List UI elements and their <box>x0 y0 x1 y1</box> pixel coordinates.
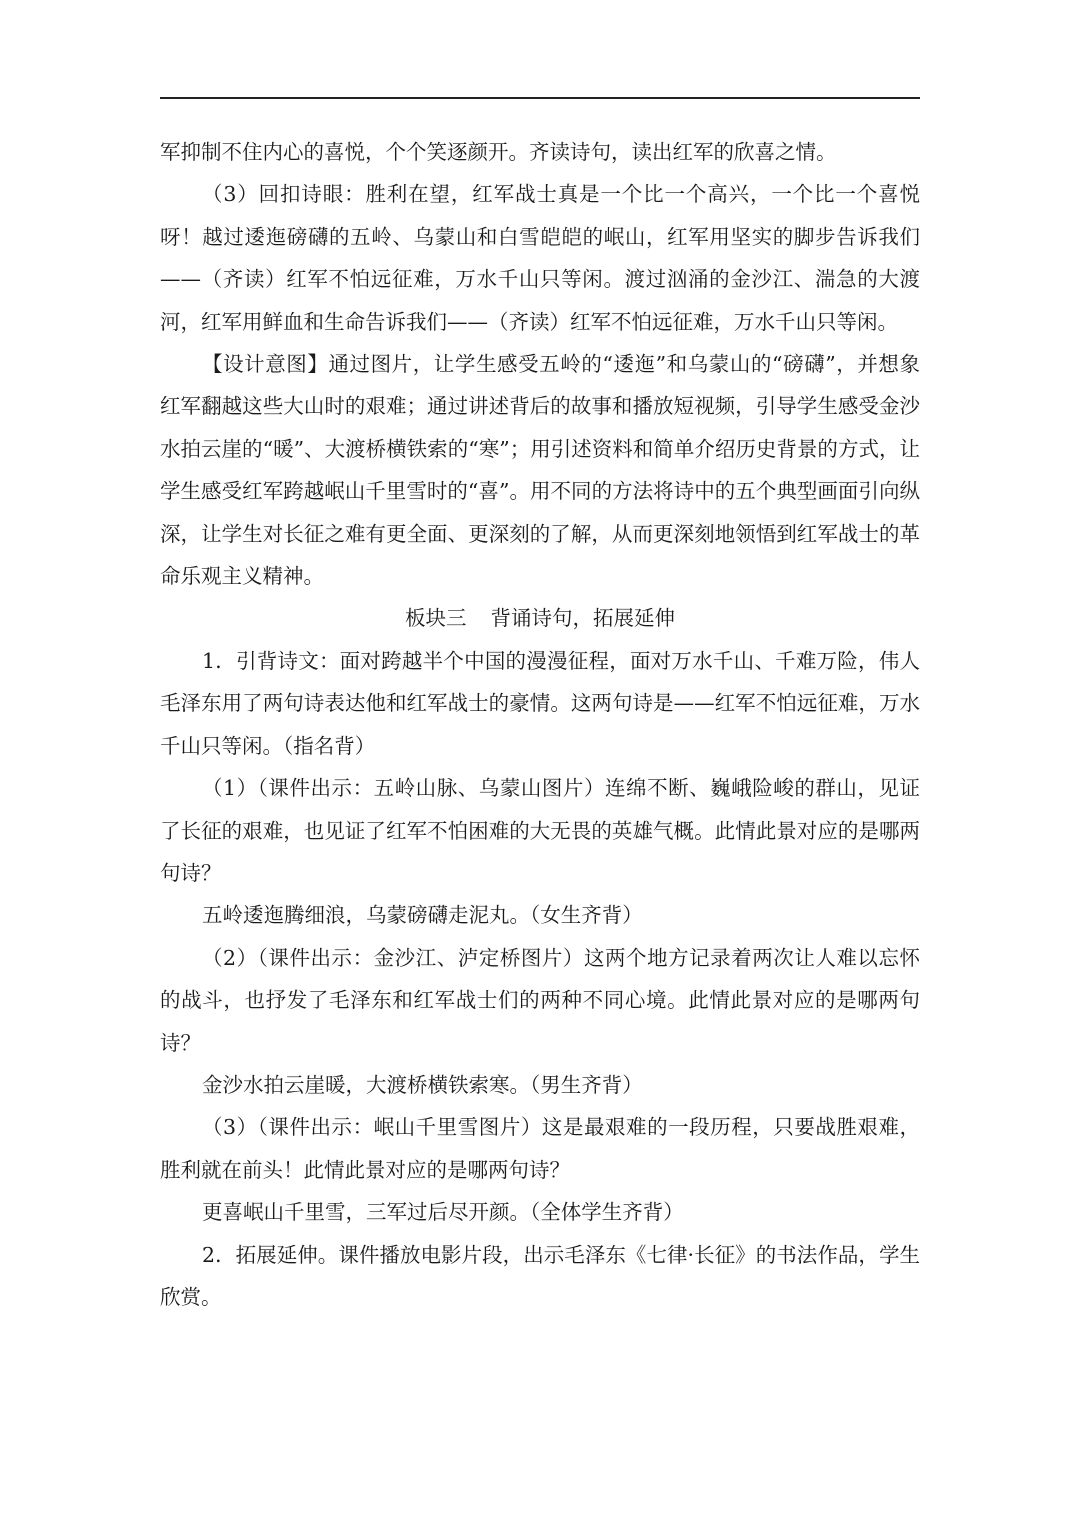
document-page <box>160 0 920 1527</box>
paragraph-verse-3: 更喜岷山千里雪，三军过后尽开颜。（全体学生齐背） <box>202 1200 684 1225</box>
paragraph-verse-1: 五岭逶迤腾细浪，乌蒙磅礴走泥丸。（女生齐背） <box>202 903 643 928</box>
document-body <box>160 131 920 1318</box>
paragraph-design-intent: 【设计意图】通过图片，让学生感受五岭的“逶迤”和乌蒙山的“磅礴”，并想象红军翻越这些大山时的艰难；通过讲述背后的故事和播放短视频，引导学生感受金沙水拍云崖的“暖”、大渡桥横铁索的“寒”；用引述资料和简单介绍历史背景的方式，让学生感受红军跨越岷山千里雪时的“喜”。用不同的方法将诗中的五个典型画面引向纵深，让学生对长征之难有更全面、更深刻的了解，从而更深刻地领悟到红军战士的革命乐观主义精神。 <box>160 352 920 589</box>
paragraph-continuation: 军抑制不住内心的喜悦，个个笑逐颜开。齐读诗句，读出红军的欣喜之情。 <box>160 140 837 164</box>
paragraph-item-3: （3）（课件出示：岷山千里雪图片）这是最艰难的一段历程，只要战胜艰难，胜利就在前头！此情此景对应的是哪两句诗？ <box>160 1115 920 1182</box>
paragraph-item-1: （1）（课件出示：五岭山脉、乌蒙山图片）连绵不断、巍峨险峻的群山，见证了长征的艰难，也见证了红军不怕困难的大无畏的英雄气概。此情此景对应的是哪两句诗？ <box>160 776 920 885</box>
paragraph-item-2: （2）（课件出示：金沙江、泸定桥图片）这两个地方记录着两次让人难以忘怀的战斗，也抒发了毛泽东和红军战士们的两种不同心境。此情此景对应的是哪两句诗？ <box>160 945 920 1055</box>
header-rule <box>160 97 920 99</box>
paragraph-verse-2: 金沙水拍云崖暖，大渡桥横铁索寒。（男生齐背） <box>202 1072 643 1097</box>
section-heading <box>160 597 920 639</box>
section-heading-part: 板块三 <box>405 606 467 631</box>
section-heading-title: 背诵诗句，拓展延伸 <box>490 606 675 631</box>
paragraph-extension: 2．拓展延伸。课件播放电影片段，出示毛泽东《七律·长征》的书法作品，学生欣赏。 <box>160 1242 920 1309</box>
paragraph-recite-intro: 1．引背诗文：面对跨越半个中国的漫漫征程，面对万水千山、千难万险，伟人毛泽东用了两句诗表达他和红军战士的豪情。这两句诗是——红军不怕远征难，万水千山只等闲。（指名背） <box>160 648 920 758</box>
paragraph-poem-eye: （3）回扣诗眼：胜利在望，红军战士真是一个比一个高兴，一个比一个喜悦呀！越过逶迤磅礴的五岭、乌蒙山和白雪皑皑的岷山，红军用坚实的脚步告诉我们——（齐读）红军不怕远征难，万水千山只等闲。渡过汹涌的金沙江、湍急的大渡河，红军用鲜血和生命告诉我们——（齐读）红军不怕远征难，万水千山只等闲。 <box>160 182 920 334</box>
